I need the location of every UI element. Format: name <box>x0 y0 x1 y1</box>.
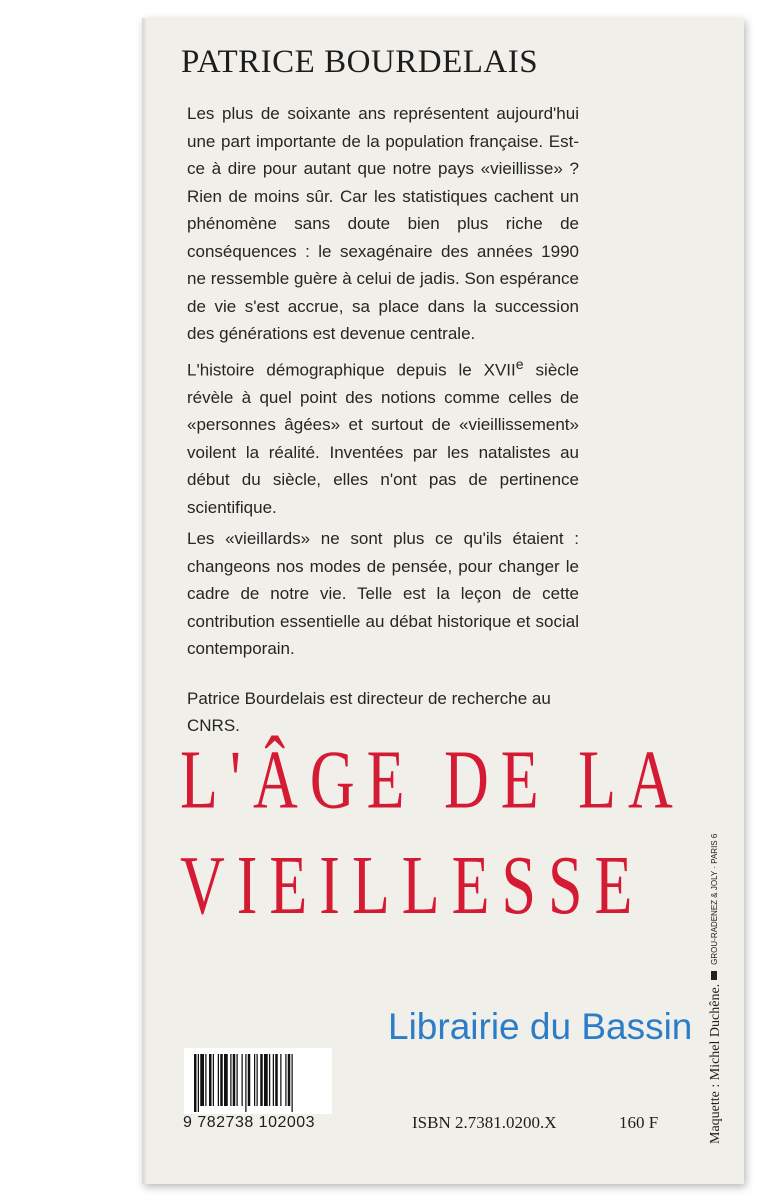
barcode-bar <box>269 1054 270 1106</box>
barcode-bar <box>220 1054 223 1106</box>
barcode-bar <box>224 1054 228 1106</box>
blurb-paragraph-1: Les plus de soixante ans représentent aujourd'hui une part importante de la population française. Est-ce à dire pour autant que notre pays «vieillisse» ? Rien de moins sûr. Car les statistiques cachent un phénomène sans doute bien plus riche de conséquences : le sexagénaire des années 1990 ne ressemble guère à celui de jadis. Son espérance de vie s'est accrue, sa place dans la succession des générations est devenue centrale. <box>187 104 579 343</box>
century-superscript: e <box>515 356 524 373</box>
barcode-bar <box>205 1054 206 1106</box>
bookshop-watermark: Librairie du Bassin <box>388 1006 693 1047</box>
design-credit: Maquette : Michel Duchêne. <box>708 983 723 1144</box>
barcode-bar <box>273 1054 274 1106</box>
book-title-line-2: VIEILLESSE <box>180 840 645 932</box>
barcode-bars-icon <box>194 1054 322 1112</box>
barcode-bar <box>254 1054 255 1106</box>
cover-spine-edge <box>142 18 147 1184</box>
barcode-bar <box>194 1054 197 1112</box>
barcode-bar <box>248 1054 251 1106</box>
book-title <box>180 728 685 939</box>
barcode-number: 9 782738 102003 <box>183 1114 316 1131</box>
barcode-bar <box>230 1054 231 1106</box>
isbn: ISBN 2.7381.0200.X <box>412 1113 557 1132</box>
barcode-bar <box>198 1054 199 1112</box>
printer-logo-icon <box>711 971 717 980</box>
barcode-bar <box>213 1054 214 1106</box>
author-name: PATRICE BOURDELAIS <box>181 44 539 80</box>
barcode-bar <box>218 1054 219 1106</box>
price: 160 F <box>619 1113 659 1132</box>
blurb-paragraph-2 <box>187 352 579 522</box>
printer-credit: GROU-RADENEZ & JOLY · PARIS 6 <box>710 833 719 965</box>
barcode-bar <box>275 1054 278 1106</box>
credits-vertical <box>706 834 724 1144</box>
barcode-bar <box>209 1054 212 1106</box>
blurb-paragraph-2-start: L'histoire démographique depuis le XVII <box>187 360 516 380</box>
barcode-bar <box>288 1054 291 1106</box>
barcode <box>184 1048 332 1114</box>
barcode-bar <box>257 1054 258 1106</box>
barcode-bar <box>245 1054 246 1112</box>
barcode-bar <box>237 1054 238 1106</box>
barcode-bar <box>285 1054 286 1106</box>
blurb-paragraph-2-end: siècle révèle à quel point des notions comme celles de «personnes âgées» et surtout de «vieillissement» voilent la réalité. Inventées par les natalistes au début du siècle, elles n'ont pas de pertinence scientifique. <box>187 360 579 517</box>
barcode-bar <box>233 1054 236 1106</box>
book-title-line-1: L'ÂGE DE LA <box>180 734 685 827</box>
barcode-bar <box>264 1054 268 1106</box>
barcode-bar <box>242 1054 243 1106</box>
blurb-paragraph-3: Les «vieillards» ne sont plus ce qu'ils étaient : changeons nos modes de pensée, pour changer le cadre de notre vie. Telle est la leçon de cette contribution essentielle au débat historique et social contemporain. <box>187 529 579 659</box>
author-bio: Patrice Bourdelais est directeur de recherche au CNRS. <box>187 688 551 736</box>
barcode-bar <box>292 1054 293 1112</box>
barcode-bar <box>280 1054 281 1106</box>
back-cover-blurb <box>187 100 579 744</box>
barcode-bar <box>200 1054 204 1106</box>
barcode-bar <box>260 1054 263 1106</box>
